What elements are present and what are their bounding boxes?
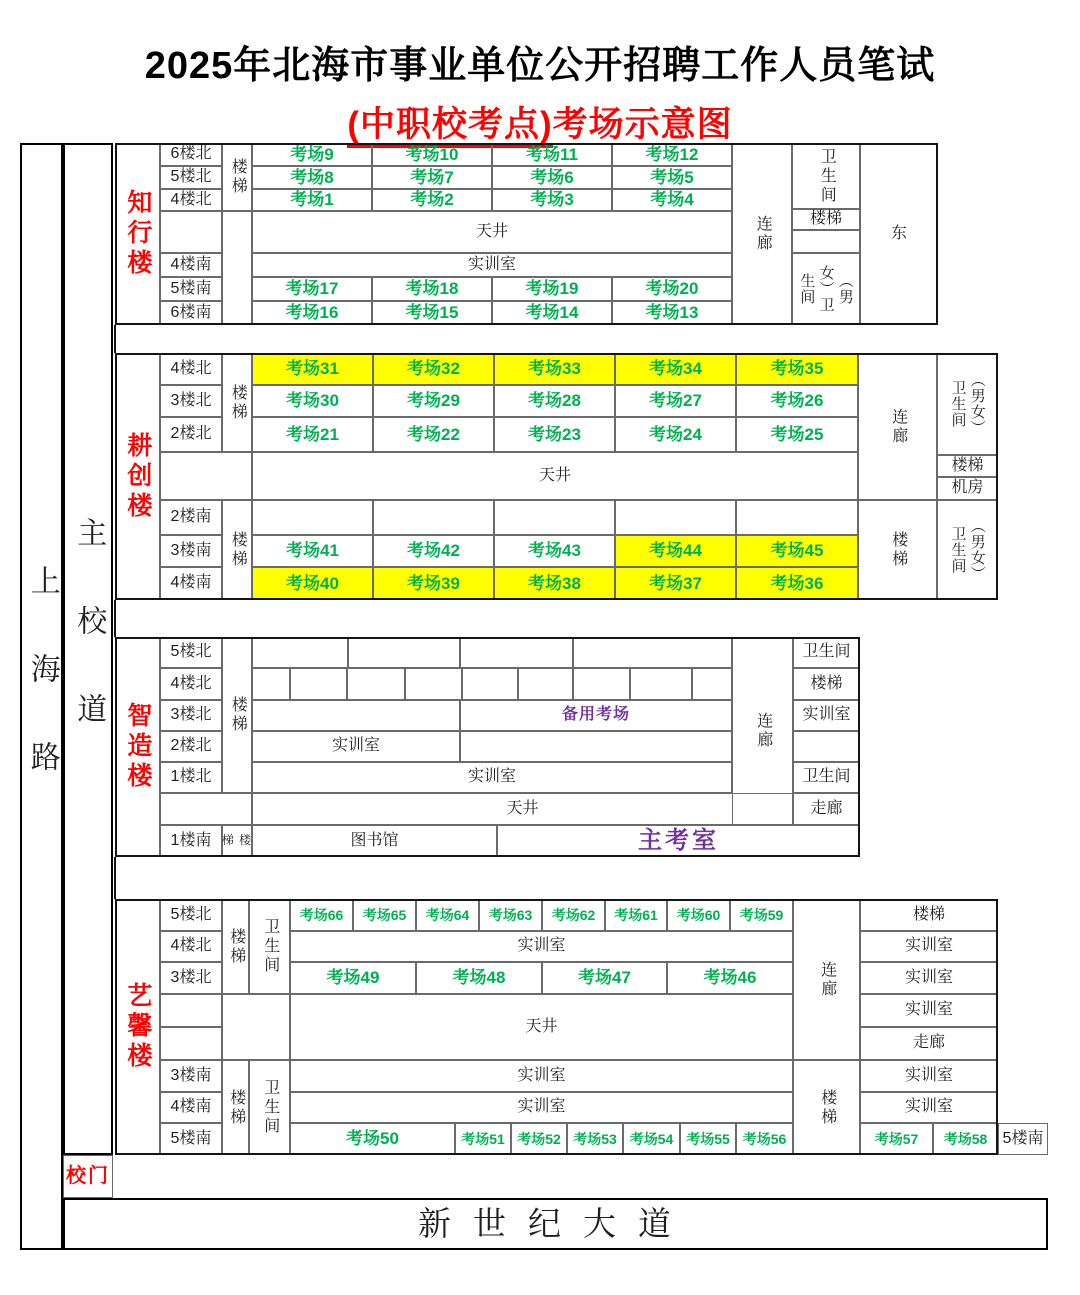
restroom-text-column: 卫生间: [949, 380, 967, 428]
empty-cell: [460, 731, 732, 762]
training-room-cell: 实训室: [860, 931, 998, 962]
stairs-cell: 楼梯: [222, 899, 249, 994]
exam-room-cell: 考场41: [252, 535, 373, 567]
exam-room-cell: 考场56: [736, 1123, 793, 1155]
exam-room-cell: 考场6: [492, 166, 612, 189]
school-gate-cell: 校门: [63, 1155, 113, 1198]
empty-cell: [494, 500, 615, 535]
stairs-cell: 楼梯: [793, 1060, 860, 1155]
stairs-cell: 楼梯: [222, 637, 252, 793]
exam-room-cell: 考场27: [615, 385, 736, 417]
empty-cell: [373, 500, 494, 535]
exam-room-cell: 考场63: [479, 899, 542, 931]
building-name: 艺馨楼: [115, 899, 160, 1155]
restroom-cell: 卫生间: [793, 762, 860, 793]
exam-room-cell: 考场4: [612, 189, 732, 211]
empty-cell: [736, 500, 858, 535]
exam-room-cell: 考场22: [373, 417, 494, 452]
training-room-cell: 实训室: [860, 1092, 998, 1123]
exam-room-cell: 考场29: [373, 385, 494, 417]
exam-room-cell: 考场49: [290, 962, 416, 994]
exam-room-cell: 考场45: [736, 535, 858, 567]
stairs-cell: 楼梯: [860, 899, 998, 931]
exam-room-cell: 考场11: [492, 143, 612, 166]
exam-room-cell: 考场36: [736, 567, 858, 600]
restroom-cell: 卫生间: [792, 143, 860, 209]
corridor-cell: 连廊: [858, 353, 937, 500]
floor-label: 3楼南: [160, 1060, 222, 1092]
exam-room-cell: 考场32: [373, 353, 494, 385]
exam-room-cell: 考场60: [667, 899, 730, 931]
exam-room-cell: 考场65: [353, 899, 416, 931]
restroom-cell: [937, 353, 998, 455]
page-title: 2025年北海市事业单位公开招聘工作人员笔试: [144, 45, 936, 87]
exam-room-cell: 考场54: [623, 1123, 680, 1155]
floor-label: 5楼北: [160, 637, 222, 668]
connector-line: [114, 600, 116, 637]
empty-cell: [630, 668, 692, 700]
exam-room-cell: 考场35: [736, 353, 858, 385]
exam-room-cell: 考场20: [612, 277, 732, 301]
training-room-cell: 实训室: [252, 253, 732, 277]
exam-room-cell: 考场58: [933, 1123, 998, 1155]
exam-room-cell: 考场40: [252, 567, 373, 600]
empty-cell: [793, 731, 860, 762]
floor-label: 3楼北: [160, 385, 222, 417]
restroom-text-column: （男: [836, 273, 854, 305]
backup-exam-room-cell: 备用考场: [460, 700, 732, 731]
exam-room-cell: 考场7: [372, 166, 492, 189]
exam-room-cell: 考场66: [290, 899, 353, 931]
building-name: 智造楼: [115, 637, 160, 857]
floor-label: 4楼南: [160, 1092, 222, 1123]
connector-line: [114, 857, 116, 899]
corridor-cell: 连廊: [732, 637, 793, 825]
floor-label: 5楼南: [160, 277, 222, 301]
stairs-cell: 楼梯: [858, 500, 937, 600]
exam-room-cell: 考场62: [542, 899, 605, 931]
restroom-text-column: 生间: [798, 273, 816, 305]
exam-room-cell: 考场2: [372, 189, 492, 211]
stairs-cell: 楼梯: [793, 668, 860, 700]
floor-label: 5楼南: [160, 1123, 222, 1155]
exam-room-cell: 考场25: [736, 417, 858, 452]
empty-cell: [160, 793, 252, 825]
stairs-cell: 楼梯: [937, 455, 998, 477]
floor-label: 4楼北: [160, 668, 222, 700]
empty-cell: [462, 668, 518, 700]
exam-room-cell: 考场1: [252, 189, 372, 211]
training-room-cell: 实训室: [860, 1060, 998, 1092]
empty-cell: [222, 211, 252, 325]
exam-room-cell: 考场31: [252, 353, 373, 385]
training-room-cell: 实训室: [860, 962, 998, 994]
exam-room-cell: 考场52: [511, 1123, 567, 1155]
training-room-cell: 实训室: [252, 762, 732, 793]
stairs-cell: 楼梯: [222, 353, 252, 452]
exam-room-cell: 考场26: [736, 385, 858, 417]
exam-room-cell: 考场28: [494, 385, 615, 417]
hallway-cell: 走廊: [793, 793, 860, 825]
restroom-text-column: 卫生间: [949, 526, 967, 574]
restroom-cell: [937, 500, 998, 600]
exam-room-cell: 考场8: [252, 166, 372, 189]
training-room-cell: 实训室: [860, 994, 998, 1027]
road-shanghai-lu: 上海路: [20, 143, 63, 1250]
library-cell: 图书馆: [252, 825, 497, 857]
exam-room-cell: 考场14: [492, 301, 612, 325]
empty-cell: [692, 668, 732, 700]
stairs-cell: 楼梯: [222, 143, 252, 211]
exam-room-cell: 考场55: [680, 1123, 736, 1155]
stairs-cell: 楼梯: [222, 500, 252, 600]
exam-room-cell: 考场50: [290, 1123, 455, 1155]
hallway-cell: 走廊: [860, 1027, 998, 1060]
training-room-cell: 实训室: [793, 700, 860, 731]
exam-room-cell: 考场42: [373, 535, 494, 567]
exam-room-cell: 考场16: [252, 301, 372, 325]
floor-label: 3楼北: [160, 962, 222, 994]
stairs-cell: 梯 楼: [222, 825, 252, 857]
exam-room-cell: 考场39: [373, 567, 494, 600]
exam-room-cell: 考场21: [252, 417, 373, 452]
exam-room-cell: 考场46: [667, 962, 793, 994]
floor-label: 4楼北: [160, 931, 222, 962]
exam-room-cell: 考场48: [416, 962, 542, 994]
subtitle-venue: (中职校考点): [347, 105, 552, 148]
exam-room-cell: 考场23: [494, 417, 615, 452]
empty-cell: [222, 994, 290, 1060]
courtyard-cell: 天井: [252, 452, 858, 500]
exam-room-cell: 考场3: [492, 189, 612, 211]
floor-label: 2楼南: [160, 500, 222, 535]
exam-room-cell: 考场18: [372, 277, 492, 301]
exam-room-cell: 考场59: [730, 899, 793, 931]
exam-room-cell: 考场24: [615, 417, 736, 452]
exam-room-cell: 考场19: [492, 277, 612, 301]
exam-room-cell: 考场38: [494, 567, 615, 600]
empty-cell: [160, 211, 222, 253]
exam-room-cell: 考场33: [494, 353, 615, 385]
exam-room-cell: 考场34: [615, 353, 736, 385]
empty-cell: [160, 994, 222, 1027]
training-room-cell: 实训室: [290, 1060, 793, 1092]
empty-cell: [160, 1027, 222, 1060]
restroom-text-column: （男女）: [968, 372, 986, 436]
exam-room-cell: 考场64: [416, 899, 479, 931]
empty-cell: [573, 637, 732, 668]
restroom-cell: 卫生间: [249, 899, 290, 994]
exam-room-cell: 考场47: [542, 962, 667, 994]
floor-label: 4楼北: [160, 189, 222, 211]
empty-cell: [160, 452, 252, 500]
training-room-cell: 实训室: [290, 1092, 793, 1123]
floor-label: 6楼南: [160, 301, 222, 325]
floor-label: 2楼北: [160, 417, 222, 452]
stairs-cell: 楼梯: [222, 1060, 249, 1155]
exam-room-cell: 考场53: [567, 1123, 623, 1155]
courtyard-cell: 天井: [252, 211, 732, 253]
road-xinshiji-avenue: 新世纪大道: [63, 1198, 1048, 1250]
exam-room-cell: 考场61: [605, 899, 667, 931]
exam-room-cell: 考场12: [612, 143, 732, 166]
corridor-cell: 连廊: [793, 899, 860, 1060]
floor-label: 1楼南: [160, 825, 222, 857]
floor-label: 4楼北: [160, 353, 222, 385]
road-zhuxiaodao: 主校道: [63, 143, 113, 1155]
floor-label: 5楼北: [160, 166, 222, 189]
floor-label: 6楼北: [160, 143, 222, 166]
empty-cell: [615, 500, 736, 535]
exam-room-cell: 考场51: [455, 1123, 511, 1155]
empty-cell: [252, 700, 460, 731]
exam-room-cell: 考场15: [372, 301, 492, 325]
exam-room-cell: 考场44: [615, 535, 736, 567]
restroom-text-column: （男女）: [968, 518, 986, 582]
empty-cell: [290, 668, 347, 700]
floor-label: 1楼北: [160, 762, 222, 793]
connector-line: [114, 325, 116, 353]
equipment-room-cell: 机房: [937, 477, 998, 500]
floor-label: 5楼北: [160, 899, 222, 931]
empty-cell: [405, 668, 462, 700]
floor-label: 5楼南: [998, 1123, 1048, 1155]
corridor-cell: 连廊: [732, 143, 792, 325]
restroom-cell: 卫生间: [793, 637, 860, 668]
empty-cell: [347, 668, 405, 700]
restroom-text-column: 女）卫: [817, 265, 835, 313]
training-room-cell: 实训室: [252, 731, 460, 762]
empty-cell: [252, 637, 348, 668]
empty-cell: [348, 637, 460, 668]
empty-cell: [573, 668, 630, 700]
training-room-cell: 实训室: [290, 931, 793, 962]
exam-room-cell: 考场43: [494, 535, 615, 567]
stairs-cell: 楼梯: [792, 209, 860, 230]
exam-room-cell: 考场30: [252, 385, 373, 417]
floor-label: 4楼南: [160, 253, 222, 277]
floor-label: 3楼南: [160, 535, 222, 567]
floor-label: 2楼北: [160, 731, 222, 762]
empty-cell: [252, 500, 373, 535]
exam-room-cell: 考场10: [372, 143, 492, 166]
courtyard-cell: 天井: [252, 793, 793, 825]
empty-cell: [792, 230, 860, 253]
restroom-cell: 卫生间: [249, 1060, 290, 1155]
building-name: 知行楼: [115, 143, 160, 325]
floor-label: 3楼北: [160, 700, 222, 731]
courtyard-cell: 天井: [290, 994, 793, 1060]
exam-room-cell: 考场37: [615, 567, 736, 600]
empty-cell: [460, 637, 573, 668]
exam-room-cell: 考场5: [612, 166, 732, 189]
empty-cell: [252, 668, 290, 700]
exam-room-cell: 考场57: [860, 1123, 933, 1155]
floor-label: 4楼南: [160, 567, 222, 600]
building-name: 耕创楼: [115, 353, 160, 600]
exam-room-cell: 考场9: [252, 143, 372, 166]
empty-cell: [518, 668, 573, 700]
exam-room-cell: 考场13: [612, 301, 732, 325]
east-direction-label: 东: [860, 143, 938, 325]
restroom-cell: [792, 253, 860, 325]
chief-exam-office-cell: 主考室: [497, 825, 860, 857]
exam-room-cell: 考场17: [252, 277, 372, 301]
subtitle-rest: 考场示意图: [552, 105, 733, 144]
